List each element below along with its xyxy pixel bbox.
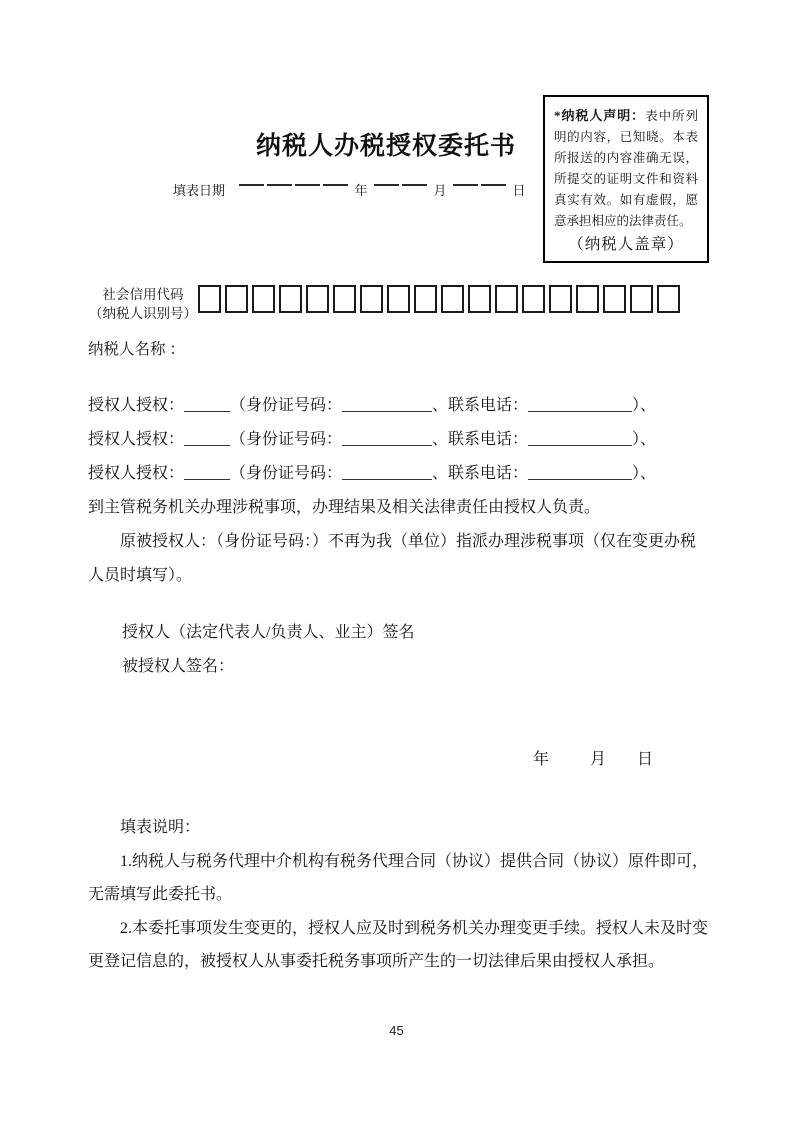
date-blank (295, 184, 320, 186)
page-number: 45 (389, 1023, 404, 1038)
taxpayer-declaration-box (543, 95, 709, 263)
month-label: 月 (433, 183, 447, 198)
credit-code-label-line1: 社会信用代码 (102, 287, 184, 302)
day-label: 日 (637, 751, 654, 768)
credit-code-box (414, 285, 437, 313)
authorizer-prefix: 授权人授权： (88, 397, 185, 414)
credit-code-box (225, 285, 248, 313)
date-blank (267, 184, 292, 186)
day-label: 日 (512, 183, 526, 198)
fill-date-line (173, 180, 531, 199)
credit-code-box (252, 285, 275, 313)
credit-code-box (333, 285, 356, 313)
agent-signature-line: 被授权人签名： (122, 658, 235, 675)
id-number-label: （身份证号码： (230, 397, 343, 414)
credit-code-box (495, 285, 518, 313)
paragraph-to-authority: 到主管税务机关办理涉税事项，办理结果及相关法律责任由授权人负责。 (88, 499, 601, 516)
line-suffix: ）、 (632, 397, 657, 414)
month-label: 月 (590, 751, 607, 768)
credit-code-box (549, 285, 572, 313)
authorization-line (88, 389, 714, 423)
id-number-label: （身份证号码： (230, 465, 343, 482)
fill-date-label: 填表日期 (173, 183, 226, 198)
authorizer-prefix: 授权人授权： (88, 465, 185, 482)
line-suffix: ）、 (632, 465, 657, 482)
credit-code-box (441, 285, 464, 313)
credit-code-box (522, 285, 545, 313)
credit-code-box (306, 285, 329, 313)
date-blank (239, 184, 264, 186)
authorization-line (88, 423, 714, 457)
credit-code-box (360, 285, 383, 313)
page-title: 纳税人办税授权委托书 (255, 133, 516, 160)
phone-label: 、联系电话： (432, 465, 529, 482)
instructions-heading: 填表说明： (120, 819, 201, 836)
phone-blank (528, 465, 632, 480)
authorization-section (88, 389, 714, 593)
line-suffix: ）、 (632, 431, 657, 448)
credit-code-box (603, 285, 626, 313)
instructions-section (88, 811, 714, 979)
declaration-label: *纳税人声明： (554, 108, 646, 123)
year-label: 年 (533, 751, 550, 768)
declaration-body: 表中所列明的内容，已知晓。本表所报送的内容准确无误，所提交的证明文件和资料真实有效。如有虚假，愿意承担相应的法律责任。 (554, 109, 698, 228)
authorizer-prefix: 授权人授权： (88, 431, 185, 448)
phone-blank (528, 431, 632, 446)
paragraph-former-agent: 原被授权人：（身份证号码：）不再为我（单位）指派办理涉税事项（仅在变更办税人员时填写）。 (88, 533, 697, 584)
phone-label: 、联系电话： (432, 397, 529, 414)
id-number-blank (342, 465, 432, 480)
taxpayer-name-label: 纳税人名称 ： (88, 341, 185, 358)
authorizer-name-blank (184, 465, 230, 480)
instruction-item-1: 1.纳税人与税务代理中介机构有税务代理合同（协议）提供合同（协议）原件即可，无需填写此委托书。 (88, 852, 709, 903)
credit-code-label (88, 284, 198, 323)
credit-code-box (468, 285, 491, 313)
credit-code-box (279, 285, 302, 313)
date-blank (374, 184, 399, 186)
id-number-blank (342, 397, 432, 412)
authorizer-name-blank (184, 397, 230, 412)
credit-code-box (630, 285, 653, 313)
credit-code-box (657, 285, 680, 313)
instruction-item-2: 2.本委托事项发生变更的，授权人应及时到税务机关办理变更手续。授权人未及时变更登记信息的，被授权人从事委托税务事项所产生的一切法律后果由授权人承担。 (88, 919, 709, 970)
authorization-line (88, 457, 714, 491)
phone-blank (528, 397, 632, 412)
phone-label: 、联系电话： (432, 431, 529, 448)
date-blank (453, 184, 478, 186)
taxpayer-seal-note: （纳税人盖章） (568, 236, 684, 253)
signature-section (88, 616, 414, 684)
credit-code-section (88, 284, 684, 323)
date-blank (481, 184, 506, 186)
authorizer-signature-line: 授权人（法定代表人/负责人、业主）签名 (122, 624, 415, 641)
id-number-label: （身份证号码： (230, 431, 343, 448)
year-label: 年 (354, 183, 368, 198)
signature-date-line (533, 746, 653, 769)
credit-code-label-line2: （纳税人识别号） (89, 306, 197, 321)
authorizer-name-blank (184, 431, 230, 446)
credit-code-boxes (198, 284, 684, 313)
date-blank (323, 184, 348, 186)
id-number-blank (342, 431, 432, 446)
credit-code-box (198, 285, 221, 313)
credit-code-box (387, 285, 410, 313)
date-blank (402, 184, 427, 186)
credit-code-box (576, 285, 599, 313)
